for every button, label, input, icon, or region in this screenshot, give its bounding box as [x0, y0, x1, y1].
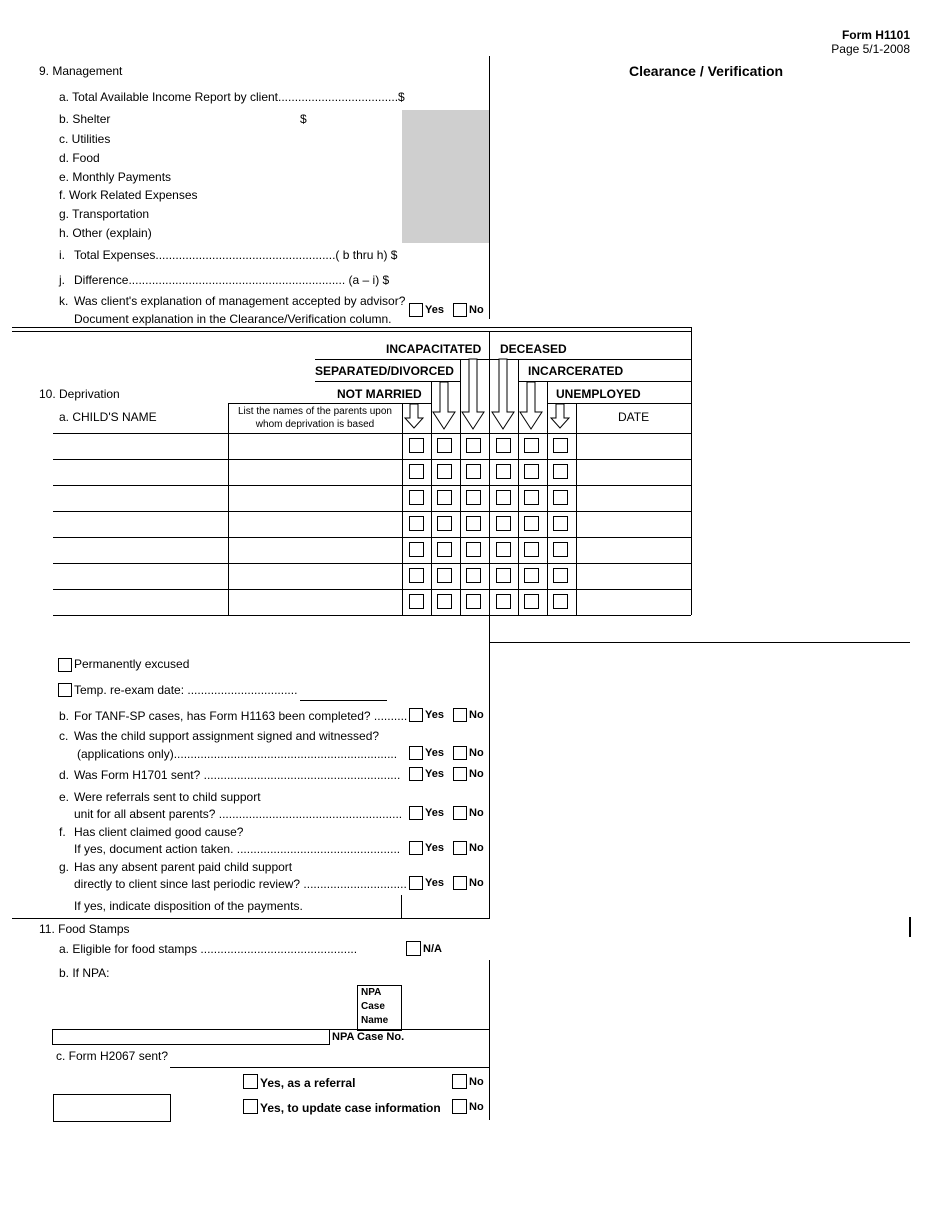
management-i-label: Total Expenses......................................................( b thru h) $ [74, 248, 398, 262]
row-1-not-married-checkbox[interactable] [409, 438, 424, 453]
c-yes-checkbox[interactable] [409, 746, 423, 760]
row-6-incapacitated-checkbox[interactable] [466, 568, 481, 583]
table-col-rule [402, 404, 403, 615]
management-d-label: d. Food [59, 151, 100, 165]
arrow-deceased-icon [492, 359, 514, 429]
unemployed-header: UNEMPLOYED [556, 387, 641, 401]
b-no-label: No [469, 709, 484, 721]
row-4-unemployed-checkbox[interactable] [553, 516, 568, 531]
excuse-c-line2: (applications only)................................................................... [77, 747, 398, 761]
management-k-line1: Was client's explanation of management accepted by advisor? [74, 294, 406, 308]
form-id: Form H1101 [841, 28, 910, 42]
temp-reexam-date-line[interactable] [300, 700, 387, 701]
excuse-e-letter: e. [59, 790, 70, 804]
food-title: 11. Food Stamps [39, 922, 130, 936]
section-rule [12, 918, 490, 919]
k-no-label: No [469, 304, 484, 316]
g-no-checkbox[interactable] [453, 876, 467, 890]
update-no-label: No [469, 1101, 484, 1113]
b-no-checkbox[interactable] [453, 708, 467, 722]
row-7-unemployed-checkbox[interactable] [553, 594, 568, 609]
row-2-deceased-checkbox[interactable] [496, 464, 511, 479]
row-7-deceased-checkbox[interactable] [496, 594, 511, 609]
management-h-label: h. Other (explain) [59, 226, 152, 240]
c-no-label: No [469, 747, 484, 759]
row-6-deceased-checkbox[interactable] [496, 568, 511, 583]
excuse-g-line2: directly to client since last periodic review? ............................... [74, 877, 407, 891]
food-a-label: a. Eligible for food stamps ............................................... [59, 942, 358, 956]
row-2-incarcerated-checkbox[interactable] [524, 464, 539, 479]
c-yes-label: Yes [425, 747, 444, 759]
excuse-g-letter: g. [59, 860, 70, 874]
page-number: Page 5/1-2008 [831, 42, 910, 56]
table-col-rule [228, 404, 229, 615]
table-col-rule [460, 404, 461, 615]
management-b-dollar: $ [300, 112, 307, 126]
management-a-label: a. Total Available Income Report by client....................................$ [59, 90, 405, 104]
food-c-label: c. Form H2067 sent? [56, 1049, 169, 1063]
rule [52, 1044, 330, 1045]
d-yes-label: Yes [425, 768, 444, 780]
row-3-incarcerated-checkbox[interactable] [524, 490, 539, 505]
na-label: N/A [423, 943, 442, 955]
table-row-rule [53, 485, 691, 486]
row-4-not-married-checkbox[interactable] [409, 516, 424, 531]
table-header-rule [53, 433, 691, 434]
referral-label: Yes, as a referral [260, 1076, 356, 1090]
row-6-unemployed-checkbox[interactable] [553, 568, 568, 583]
column-divider-3 [489, 960, 490, 1120]
row-3-not-married-checkbox[interactable] [409, 490, 424, 505]
deprivation-title: 10. Deprivation [39, 387, 120, 401]
arrow-incapacitated-icon [462, 359, 484, 429]
e-no-label: No [469, 807, 484, 819]
management-f-label: f. Work Related Expenses [59, 188, 198, 202]
f-no-checkbox[interactable] [453, 841, 467, 855]
row-6-not-married-checkbox[interactable] [409, 568, 424, 583]
na-checkbox[interactable] [406, 941, 421, 956]
g-no-label: No [469, 877, 484, 889]
excuse-c-line1: Was the child support assignment signed and witnessed? [74, 729, 380, 743]
table-row-rule [53, 615, 691, 616]
table-col-rule [431, 382, 432, 404]
row-5-not-married-checkbox[interactable] [409, 542, 424, 557]
management-g-label: g. Transportation [59, 207, 150, 221]
excuse-f-line1: Has client claimed good cause? [74, 825, 244, 839]
management-j-label: Difference................................................................. (a – i) $ [74, 273, 390, 287]
row-1-unemployed-checkbox[interactable] [553, 438, 568, 453]
table-col-rule [576, 404, 577, 615]
row-2-separated-checkbox[interactable] [437, 464, 452, 479]
excuse-d-letter: d. [59, 768, 70, 782]
table-row-rule [53, 511, 691, 512]
table-col-rule [518, 359, 519, 404]
row-5-incapacitated-checkbox[interactable] [466, 542, 481, 557]
excuse-g-line3: If yes, indicate disposition of the payments. [74, 899, 303, 913]
npa-rule [52, 1029, 490, 1030]
row-5-unemployed-checkbox[interactable] [553, 542, 568, 557]
excuse-c-letter: c. [59, 729, 69, 743]
e-yes-label: Yes [425, 807, 444, 819]
excuse-e-line2: unit for all absent parents? ....................................................... [74, 807, 403, 821]
row-5-deceased-checkbox[interactable] [496, 542, 511, 557]
table-col-rule [460, 359, 461, 404]
date-header: DATE [618, 410, 650, 424]
management-b-label: b. Shelter [59, 112, 111, 126]
child-name-header: a. CHILD'S NAME [59, 410, 157, 424]
b-yes-checkbox[interactable] [409, 708, 423, 722]
row-3-incapacitated-checkbox[interactable] [466, 490, 481, 505]
excuse-f-letter: f. [59, 825, 66, 839]
rule [401, 895, 402, 918]
row-5-separated-checkbox[interactable] [437, 542, 452, 557]
excuse-b-label: For TANF-SP cases, has Form H1163 been completed? .......... [74, 709, 408, 723]
row-7-separated-checkbox[interactable] [437, 594, 452, 609]
excuse-f-line2: If yes, document action taken. ................................................. [74, 842, 401, 856]
arrow-not-married-icon [405, 404, 423, 428]
row-2-not-married-checkbox[interactable] [409, 464, 424, 479]
row-6-incarcerated-checkbox[interactable] [524, 568, 539, 583]
excuse-g-line1: Has any absent parent paid child support [74, 860, 293, 874]
k-yes-label: Yes [425, 304, 444, 316]
row-1-separated-checkbox[interactable] [437, 438, 452, 453]
table-row-rule [53, 589, 691, 590]
row-4-incarcerated-checkbox[interactable] [524, 516, 539, 531]
row-3-deceased-checkbox[interactable] [496, 490, 511, 505]
row-3-separated-checkbox[interactable] [437, 490, 452, 505]
excuse-e-line1: Were referrals sent to child support [74, 790, 261, 804]
npa-case-name-label: NPA Case Name [361, 987, 389, 1026]
referral-no-label: No [469, 1076, 484, 1088]
deprivation-arrows [0, 0, 950, 440]
table-col-rule [518, 404, 519, 615]
row-1-incarcerated-checkbox[interactable] [524, 438, 539, 453]
d-no-label: No [469, 768, 484, 780]
date-sent-box[interactable] [53, 1094, 171, 1122]
table-row-rule [53, 537, 691, 538]
arrow-incarcerated-icon [520, 382, 542, 429]
e-no-checkbox[interactable] [453, 806, 467, 820]
temp-reexam-checkbox[interactable] [58, 683, 72, 697]
clearance-title: Clearance / Verification [629, 63, 784, 79]
incarcerated-header: INCARCERATED [528, 364, 624, 378]
d-yes-checkbox[interactable] [409, 767, 423, 781]
row-4-incapacitated-checkbox[interactable] [466, 516, 481, 531]
row-5-incarcerated-checkbox[interactable] [524, 542, 539, 557]
row-4-separated-checkbox[interactable] [437, 516, 452, 531]
table-row-rule [53, 459, 691, 460]
management-j-letter: j. [59, 273, 65, 287]
g-yes-label: Yes [425, 877, 444, 889]
f-yes-label: Yes [425, 842, 444, 854]
f-yes-checkbox[interactable] [409, 841, 423, 855]
update-label: Yes, to update case information [260, 1101, 441, 1115]
separated-header: SEPARATED/DIVORCED [315, 364, 454, 378]
excuse-d-label: Was Form H1701 sent? ........................................................... [74, 768, 401, 782]
incapacitated-header: INCAPACITATED [386, 342, 482, 356]
row-7-not-married-checkbox[interactable] [409, 594, 424, 609]
row-1-incapacitated-checkbox[interactable] [466, 438, 481, 453]
row-6-separated-checkbox[interactable] [437, 568, 452, 583]
update-checkbox[interactable] [243, 1099, 258, 1114]
table-col-rule [547, 382, 548, 404]
permanently-excused-label: Permanently excused [74, 657, 190, 671]
update-no-checkbox[interactable] [452, 1099, 467, 1114]
management-title: 9. Management [39, 64, 123, 78]
management-e-label: e. Monthly Payments [59, 170, 172, 184]
excuse-b-letter: b. [59, 709, 70, 723]
arrow-separated-icon [433, 382, 455, 429]
b-yes-label: Yes [425, 709, 444, 721]
management-k-letter: k. [59, 294, 69, 308]
not-married-header: NOT MARRIED [337, 387, 422, 401]
table-col-rule [547, 404, 548, 615]
rule [52, 1029, 53, 1044]
row-4-deceased-checkbox[interactable] [496, 516, 511, 531]
management-c-label: c. Utilities [59, 132, 111, 146]
food-b-label: b. If NPA: [59, 966, 110, 980]
row-3-unemployed-checkbox[interactable] [553, 490, 568, 505]
management-i-letter: i. [59, 248, 65, 262]
row-1-deceased-checkbox[interactable] [496, 438, 511, 453]
row-7-incapacitated-checkbox[interactable] [466, 594, 481, 609]
f-no-label: No [469, 842, 484, 854]
deceased-header: DECEASED [500, 342, 567, 356]
parents-header: List the names of the parents upon whom deprivation is based [238, 406, 392, 430]
d-no-checkbox[interactable] [453, 767, 467, 781]
c-no-checkbox[interactable] [453, 746, 467, 760]
row-7-incarcerated-checkbox[interactable] [524, 594, 539, 609]
rule [329, 1029, 330, 1044]
referral-no-checkbox[interactable] [452, 1074, 467, 1089]
management-k-line2: Document explanation in the Clearance/Verification column. [74, 312, 392, 326]
npa-case-no-label: NPA Case No. [332, 1031, 405, 1043]
table-row-rule [53, 563, 691, 564]
row-2-unemployed-checkbox[interactable] [553, 464, 568, 479]
rule [170, 1067, 490, 1068]
table-col-rule [431, 404, 432, 615]
temp-reexam-label: Temp. re-exam date: ................................. [74, 683, 298, 697]
column-divider-2 [489, 615, 490, 919]
referral-checkbox[interactable] [243, 1074, 258, 1089]
g-yes-checkbox[interactable] [409, 876, 423, 890]
permanently-excused-checkbox[interactable] [58, 658, 72, 672]
e-yes-checkbox[interactable] [409, 806, 423, 820]
row-2-incapacitated-checkbox[interactable] [466, 464, 481, 479]
margin-mark [909, 917, 911, 937]
rule [401, 985, 402, 1030]
clearance-rule [489, 642, 910, 643]
arrow-unemployed-icon [551, 404, 569, 428]
